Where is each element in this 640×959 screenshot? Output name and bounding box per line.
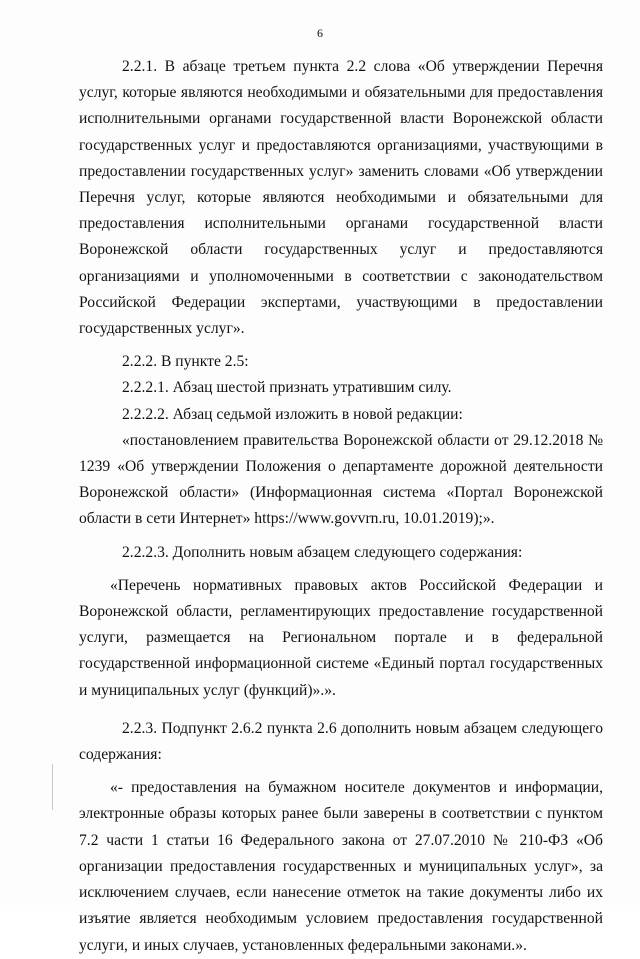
paragraph-2-2-2: 2.2.2. В пункте 2.5:	[122, 353, 249, 371]
page-number: 6	[317, 26, 323, 40]
paragraph-2-2-2-2: 2.2.2.2. Абзац седьмой изложить в новой редакции:	[122, 405, 463, 423]
paragraph-2-2-2-1: 2.2.2.1. Абзац шестой признать утратившим силу.	[122, 379, 452, 397]
paragraph-2-2-1: 2.2.1. В абзаце третьем пункта 2.2 слова «Об утверждении Перечня услуг, которые являются необходимыми и обязательными для предоставления исполнительными органами государственной власти Воронежской области государственных услуг и предоставляются организациями, участвующими в предоставлении государственных услуг» заменить словами «Об утверждении Перечня услуг, которые являются необходимыми и обязательными для предоставления исполнительными органами государственной власти Воронежской области государственных услуг и предоставляются организациями и уполномоченными в соответствии с законодательством Российской Федерации экспертами, участвующими в предоставлении государственных услуг».	[79, 58, 603, 338]
quoted-paragraph-documents: «- предоставления на бумажном носителе документов и информации, электронные образы которых ранее были заверены в соответствии с пунктом 7.2 части 1 статьи 16 Федерального закона от 27.07.2010 № 210-ФЗ «Об организации предоставления государственных и муниципальных услуг», за исключением случаев, если нанесение отметок на такие документы либо их изъятие является необходимым условием предоставления государственной услуги, и иных случаев, установленных федеральными законами.».	[79, 779, 603, 954]
paragraph-2-2-3: 2.2.3. Подпункт 2.6.2 пункта 2.6 дополнить новым абзацем следующего содержания:	[79, 719, 603, 764]
paragraph-2-2-2-3: 2.2.2.3. Дополнить новым абзацем следующего содержания:	[122, 543, 523, 561]
quoted-paragraph-list: «Перечень нормативных правовых актов Российской Федерации и Воронежской области, регламентирующих предоставление государственной услуги, размещается на Региональном портале и в федеральной государственной информационной системе «Единый портал государственных и муниципальных услуг (функций)».».	[79, 576, 603, 699]
document-body	[79, 54, 603, 959]
scan-margin-mark	[52, 764, 53, 810]
quoted-paragraph-resolution: «постановлением правительства Воронежской области от 29.12.2018 № 1239 «Об утверждении Положения о департаменте дорожной деятельности Воронежской области» (Информационная система «Портал Воронежской области в сети Интернет» https://www.govvrn.ru, 10.01.2019);».	[79, 431, 603, 528]
